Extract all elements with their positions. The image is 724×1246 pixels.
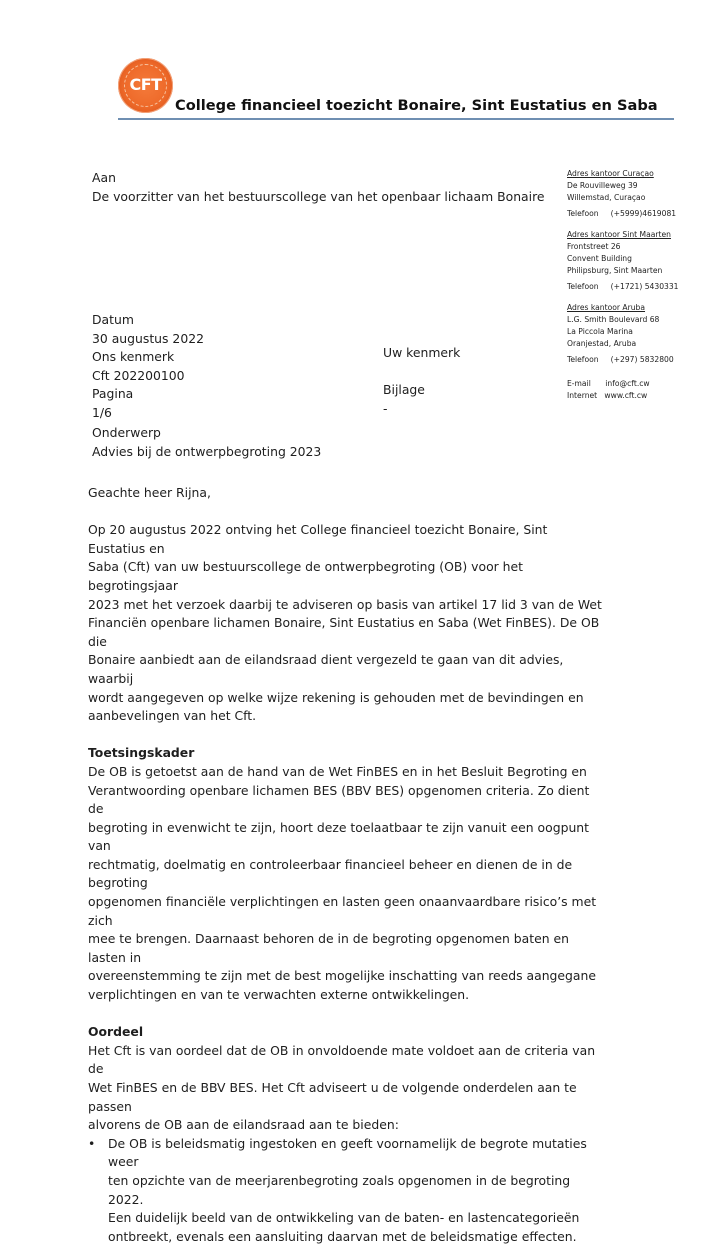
phone-row (567, 281, 717, 293)
date-label: Datum (92, 312, 134, 327)
cft-logo (118, 58, 173, 113)
office-heading: Adres kantoor Curaçao (567, 169, 654, 178)
text-line: alvorens de OB aan de eilandsraad aan te bieden: (88, 1117, 399, 1133)
recommendation-list (88, 1135, 608, 1246)
office-sint-maarten (567, 229, 717, 293)
section-toetsingskader (88, 744, 608, 1004)
phone-label: Telefoon (567, 209, 599, 219)
text-line: Wet FinBES en de BBV BES. Het Cft adviseert u de volgende onderdelen aan te passen (88, 1080, 577, 1114)
bullet-icon: • (88, 1135, 96, 1151)
text-line: Het Cft is van oordeel dat de OB in onvoldoende mate voldoet aan de criteria van de (88, 1042, 596, 1077)
phone-number: (+297) 5832800 (610, 355, 674, 365)
website-link[interactable]: www.cft.cw (604, 390, 648, 400)
salutation: Geachte heer Rijna, (88, 485, 211, 500)
our-reference-value: Cft 202200100 (92, 367, 185, 383)
internet-row (567, 390, 717, 402)
email-label: E-mail (567, 379, 591, 389)
address-line: La Piccola Marina (567, 326, 633, 336)
phone-row (567, 354, 717, 366)
date-value: 30 augustus 2022 (92, 330, 204, 346)
text-line: begroting in evenwicht te zijn, hoort deze toelaatbaar te zijn vanuit een oogpunt van (88, 819, 590, 854)
your-reference-value (383, 363, 460, 382)
email-link[interactable]: info@cft.cw (605, 379, 650, 389)
phone-label: Telefoon (567, 355, 599, 365)
subject-label: Onderwerp (92, 425, 161, 440)
letter-meta-right (383, 344, 460, 418)
letter-meta-left (92, 311, 204, 423)
text-line: De OB is getoetst aan de hand van de Wet FinBES en in het Besluit Begroting en (88, 763, 587, 779)
letter-body (88, 484, 608, 1246)
text-line: 2023 met het verzoek daarbij te adviseren op basis van artikel 17 lid 3 van de Wet (88, 596, 602, 612)
text-line: mee te brengen. Daarnaast behoren de in de begroting opgenomen baten en lasten in (88, 931, 569, 965)
section-oordeel (88, 1023, 608, 1246)
attachment-label: Bijlage (383, 382, 425, 398)
internet-label: Internet (567, 390, 598, 400)
text-line: verplichtingen en van te verwachten externe ontwikkelingen. (88, 987, 470, 1003)
phone-label: Telefoon (567, 282, 599, 292)
office-addresses-sidebar (567, 168, 717, 402)
logo-text: CFT (129, 75, 162, 94)
address-line: Frontstreet 26 (567, 241, 621, 251)
recipient-name: De voorzitter van het bestuurscollege van het openbaar lichaam Bonaire (92, 188, 545, 204)
text-line: Verantwoording openbare lichamen BES (BBV BES) opgenomen criteria. Zo dient de (88, 782, 590, 817)
text-line: Bonaire aanbiedt aan de eilandsraad dient vergezeld te gaan van dit advies, waarbij (88, 652, 564, 686)
text-line: Saba (Cft) van uw bestuurscollege de ontwerpbegroting (OB) voor het begrotingsjaar (88, 559, 524, 593)
phone-number: (+5999)4619081 (610, 209, 677, 219)
text-line: opgenomen financiële verplichtingen en lasten geen onaanvaardbare risico’s met zich (88, 894, 597, 928)
text-line: Een duidelijk beeld van de ontwikkeling van de baten- en lastencategorieën (108, 1210, 580, 1226)
text-line: rechtmatig, doelmatig en controleerbaar financieel beheer en dienen de in de begroting (88, 856, 573, 891)
text-line: aanbevelingen van het Cft. (88, 708, 257, 724)
subject-value: Advies bij de ontwerpbegroting 2023 (92, 443, 322, 459)
text-line: Op 20 augustus 2022 ontving het College financieel toezicht Bonaire, Sint Eustatius en (88, 522, 548, 556)
address-line: Oranjestad, Aruba (567, 338, 637, 348)
address-line: Philipsburg, Sint Maarten (567, 265, 663, 275)
address-line: De Rouvilleweg 39 (567, 180, 638, 190)
office-heading: Adres kantoor Aruba (567, 303, 646, 313)
text-line: De OB is beleidsmatig ingestoken en geeft voornamelijk de begrote mutaties weer (108, 1135, 587, 1170)
organization-title: College financieel toezicht Bonaire, Sint Eustatius en Saba (175, 97, 658, 114)
section-heading: Toetsingskader (88, 745, 195, 761)
phone-number: (+1721) 5430331 (610, 282, 679, 292)
phone-row (567, 208, 717, 220)
address-line: L.G. Smith Boulevard 68 (567, 314, 660, 324)
section-heading: Oordeel (88, 1024, 144, 1040)
intro-paragraph (88, 521, 608, 726)
text-line: Financiën openbare lichamen Bonaire, Sint Eustatius en Saba (Wet FinBES). De OB die (88, 615, 600, 649)
attachment-value: - (383, 400, 388, 416)
header-divider (118, 118, 674, 120)
page-value: 1/6 (92, 404, 112, 420)
list-item (88, 1135, 608, 1246)
office-aruba (567, 302, 717, 366)
address-line: Willemstad, Curaçao (567, 192, 646, 202)
recipient-block (92, 169, 545, 206)
our-reference-label: Ons kenmerk (92, 349, 175, 365)
subject-block (92, 424, 321, 461)
office-curacao (567, 168, 717, 220)
your-reference-label: Uw kenmerk (383, 345, 461, 360)
text-line: ten opzichte van de meerjarenbegroting zoals opgenomen in de begroting 2022. (108, 1172, 571, 1207)
page-label: Pagina (92, 386, 134, 402)
text-line: wordt aangegeven op welke wijze rekening is gehouden met de bevindingen en (88, 689, 584, 705)
recipient-label: Aan (92, 170, 116, 185)
email-row (567, 378, 717, 390)
office-heading: Adres kantoor Sint Maarten (567, 230, 671, 240)
text-line: ontbreekt, evenals een aansluiting daarvan met de beleidsmatige effecten. (108, 1228, 577, 1244)
text-line: overeenstemming te zijn met de best mogelijke inschatting van reeds aangegane (88, 968, 596, 984)
address-line: Convent Building (567, 253, 632, 263)
